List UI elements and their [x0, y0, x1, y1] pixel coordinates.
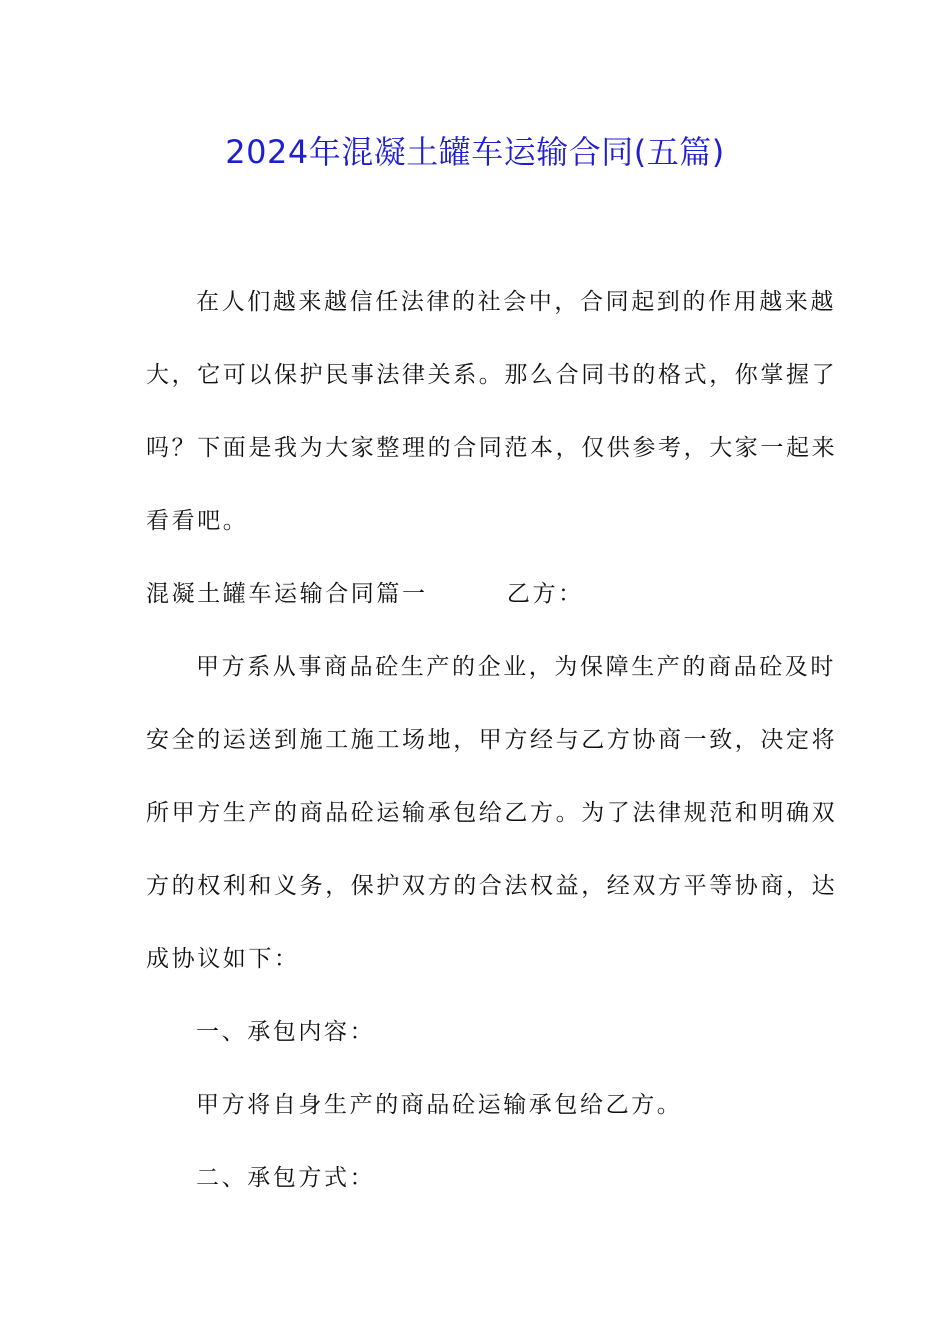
item-1-heading-paragraph	[146, 996, 812, 1069]
text-line: 甲方系从事商品砼生产的企业，为保障生产的商品砼及时	[196, 654, 836, 680]
section-heading-paragraph	[146, 558, 812, 631]
item-1-heading: 一、承包内容：	[196, 1019, 376, 1045]
intro-paragraph	[146, 266, 838, 558]
document-title: 2024年混凝土罐车运输合同(五篇)	[225, 133, 725, 171]
document-body	[146, 266, 838, 1215]
text-line: 成协议如下：	[146, 946, 300, 972]
item-2-heading-paragraph	[146, 1142, 812, 1215]
item-1-text-paragraph	[146, 1069, 812, 1142]
text-line: 所甲方生产的商品砼运输承包给乙方。为了法律规范和明确双	[146, 800, 838, 826]
text-line: 大，它可以保护民事法律关系。那么合同书的格式，你掌握了	[146, 362, 838, 388]
contract-paragraph-1	[146, 631, 838, 996]
text-line: 方的权利和义务，保护双方的合法权益，经双方平等协商，达	[146, 873, 838, 899]
item-2-heading: 二、承包方式：	[196, 1165, 376, 1191]
text-line: 看看吧。	[146, 508, 249, 534]
text-line: 吗？下面是我为大家整理的合同范本，仅供参考，大家一起来	[146, 435, 838, 461]
item-1-text: 甲方将自身生产的商品砼运输承包给乙方。	[196, 1092, 683, 1118]
text-line: 安全的运送到施工施工场地，甲方经与乙方协商一致，决定将	[146, 727, 838, 753]
section-heading: 混凝土罐车运输合同篇一 乙方：	[146, 581, 584, 607]
text-line: 在人们越来越信任法律的社会中，合同起到的作用越来越	[196, 289, 836, 315]
